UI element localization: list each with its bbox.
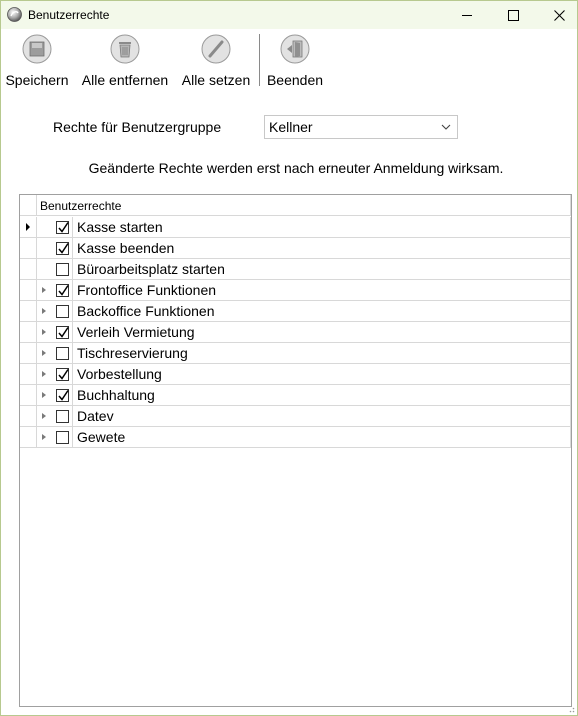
save-button[interactable] <box>4 34 70 88</box>
checkmark-icon <box>57 221 70 234</box>
save-icon <box>22 34 52 64</box>
save-label: Speichern <box>5 72 69 88</box>
grid-row[interactable] <box>20 364 571 385</box>
row-divider <box>72 280 73 300</box>
permission-checkbox[interactable] <box>56 263 69 276</box>
pencil-icon <box>201 34 231 64</box>
row-divider <box>72 364 73 384</box>
permission-label: Buchhaltung <box>77 387 155 403</box>
row-selector[interactable] <box>20 301 37 321</box>
grid-header <box>20 195 571 216</box>
chevron-down-icon <box>441 123 451 131</box>
row-end <box>570 259 571 279</box>
row-end <box>570 385 571 405</box>
permission-label: Kasse beenden <box>77 240 175 256</box>
maximize-icon <box>508 10 519 21</box>
row-selector[interactable] <box>20 217 37 237</box>
exit-label: Beenden <box>266 72 324 88</box>
permission-checkbox[interactable] <box>56 368 69 381</box>
row-end <box>570 217 571 237</box>
toolbar <box>1 30 577 88</box>
permission-label: Vorbestellung <box>77 366 162 382</box>
permission-checkbox[interactable] <box>56 431 69 444</box>
title-bar[interactable] <box>1 1 577 29</box>
permission-checkbox[interactable] <box>56 389 69 402</box>
exit-door-icon <box>280 34 310 64</box>
row-end <box>570 406 571 426</box>
permission-checkbox[interactable] <box>56 242 69 255</box>
grid-row[interactable] <box>20 406 571 427</box>
remove-all-button[interactable] <box>80 34 170 88</box>
remove-all-label: Alle entfernen <box>81 72 169 88</box>
grid-row[interactable] <box>20 427 571 448</box>
permission-checkbox[interactable] <box>56 284 69 297</box>
row-selector[interactable] <box>20 322 37 342</box>
current-row-indicator-icon <box>26 223 30 231</box>
row-selector[interactable] <box>20 364 37 384</box>
row-divider <box>72 217 73 237</box>
grid-row[interactable] <box>20 280 571 301</box>
expand-arrow-icon[interactable] <box>42 329 46 335</box>
trash-icon <box>110 34 140 64</box>
grid-row[interactable] <box>20 385 571 406</box>
row-selector[interactable] <box>20 259 37 279</box>
close-icon <box>554 10 565 21</box>
checkmark-icon <box>57 242 70 255</box>
expand-arrow-icon[interactable] <box>42 371 46 377</box>
column-header-permissions[interactable]: Benutzerrechte <box>40 199 122 213</box>
permission-label: Verleih Vermietung <box>77 324 195 340</box>
expand-arrow-icon[interactable] <box>42 350 46 356</box>
permission-label: Kasse starten <box>77 219 163 235</box>
user-group-label: Rechte für Benutzergruppe <box>53 119 222 135</box>
row-divider <box>72 238 73 258</box>
row-selector[interactable] <box>20 238 37 258</box>
row-selector[interactable] <box>20 427 37 447</box>
row-divider <box>72 259 73 279</box>
permission-label: Backoffice Funktionen <box>77 303 215 319</box>
permission-label: Gewete <box>77 429 126 445</box>
grid-row[interactable] <box>20 238 571 259</box>
expand-arrow-icon[interactable] <box>42 308 46 314</box>
row-divider <box>72 322 73 342</box>
expand-arrow-icon[interactable] <box>42 392 46 398</box>
row-divider <box>72 427 73 447</box>
permission-label: Datev <box>77 408 114 424</box>
user-group-select[interactable] <box>264 115 458 139</box>
exit-button[interactable] <box>266 34 324 88</box>
grid-row[interactable] <box>20 322 571 343</box>
minimize-icon <box>462 10 473 21</box>
checkmark-icon <box>57 284 70 297</box>
permission-label: Tischreservierung <box>77 345 188 361</box>
row-selector[interactable] <box>20 280 37 300</box>
row-selector[interactable] <box>20 343 37 363</box>
row-end <box>570 322 571 342</box>
info-message: Geänderte Rechte werden erst nach erneuter Anmeldung wirksam. <box>88 160 504 176</box>
grid-corner <box>20 195 37 216</box>
row-selector[interactable] <box>20 385 37 405</box>
expand-arrow-icon[interactable] <box>42 434 46 440</box>
maximize-button[interactable] <box>490 1 536 29</box>
grid-row[interactable] <box>20 301 571 322</box>
checkmark-icon <box>57 326 70 339</box>
expand-arrow-icon[interactable] <box>42 413 46 419</box>
grid-row[interactable] <box>20 343 571 364</box>
permission-checkbox[interactable] <box>56 326 69 339</box>
expand-arrow-icon[interactable] <box>42 287 46 293</box>
permission-label: Frontoffice Funktionen <box>77 282 217 298</box>
minimize-button[interactable] <box>444 1 490 29</box>
window-title: Benutzerrechte <box>28 8 110 22</box>
set-all-button[interactable] <box>181 34 251 88</box>
row-end <box>570 280 571 300</box>
close-button[interactable] <box>536 1 578 29</box>
permission-checkbox[interactable] <box>56 221 69 234</box>
grid-column-end <box>570 195 571 216</box>
row-divider <box>72 385 73 405</box>
resize-grip-icon[interactable] <box>567 705 575 713</box>
grid-row[interactable] <box>20 217 571 238</box>
checkmark-icon <box>57 368 70 381</box>
permissions-grid[interactable] <box>19 194 572 707</box>
row-end <box>570 364 571 384</box>
checkmark-icon <box>57 389 70 402</box>
row-end <box>570 343 571 363</box>
toolbar-separator <box>259 34 260 86</box>
grid-row[interactable] <box>20 259 571 280</box>
row-divider <box>72 406 73 426</box>
user-group-value: Kellner <box>269 119 313 135</box>
row-divider <box>72 343 73 363</box>
permission-label: Büroarbeitsplatz starten <box>77 261 225 277</box>
row-selector[interactable] <box>20 406 37 426</box>
row-divider <box>72 301 73 321</box>
permission-checkbox[interactable] <box>56 347 69 360</box>
permission-checkbox[interactable] <box>56 305 69 318</box>
set-all-label: Alle setzen <box>181 72 251 88</box>
permission-checkbox[interactable] <box>56 410 69 423</box>
row-end <box>570 427 571 447</box>
app-logo-icon <box>7 7 22 22</box>
row-end <box>570 238 571 258</box>
row-end <box>570 301 571 321</box>
